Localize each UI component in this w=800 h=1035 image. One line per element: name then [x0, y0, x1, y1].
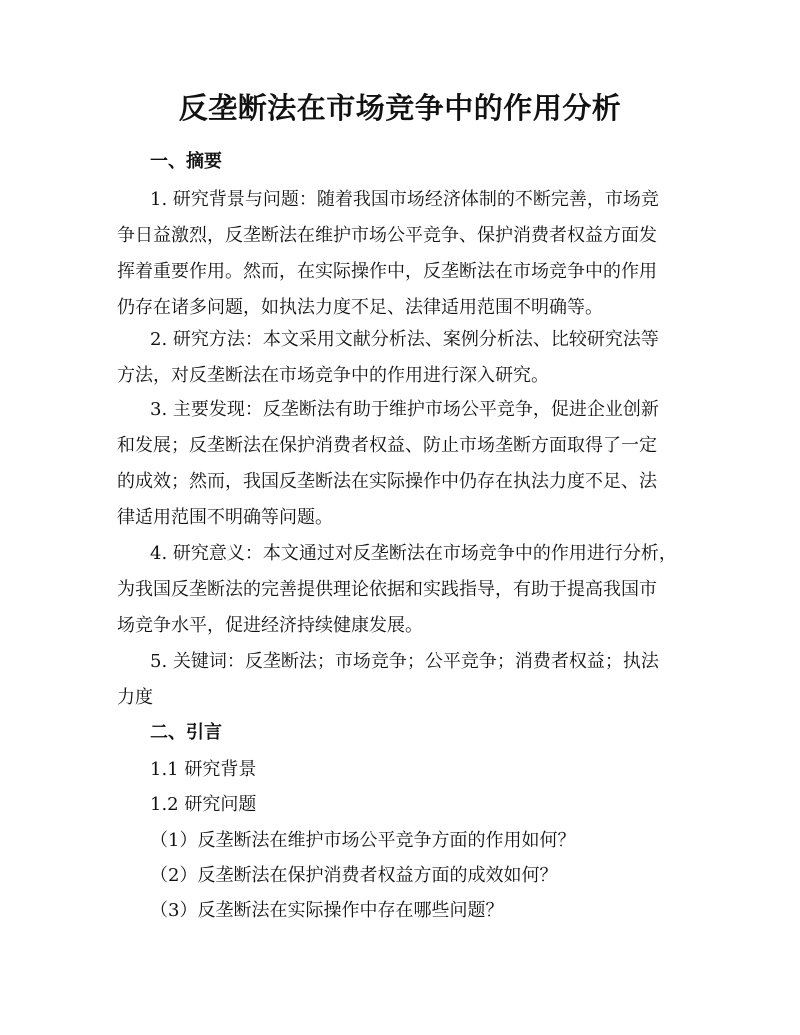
text-line: 为我国反垄断法的完善提供理论依据和实践指导，有助于提高我国市 — [117, 579, 657, 600]
abstract-item-findings — [117, 392, 687, 536]
abstract-item-significance — [117, 536, 687, 644]
research-question-item: （1）反垄断法在维护市场公平竞争方面的作用如何？ — [150, 830, 576, 851]
text-line: 5. 关键词：反垄断法；市场竞争；公平竞争；消费者权益；执法 — [150, 651, 659, 672]
text-line: 3. 主要发现：反垄断法有助于维护市场公平竞争，促进企业创新 — [150, 399, 659, 420]
subsection-questions: 1.2 研究问题 — [150, 794, 257, 815]
abstract-item-keywords — [117, 644, 687, 716]
text-line: 4. 研究意义：本文通过对反垄断法在市场竞争中的作用进行分析， — [150, 543, 677, 564]
section-heading-abstract: 一、摘要 — [150, 151, 222, 172]
research-question-item: （2）反垄断法在保护消费者权益方面的成效如何？ — [150, 865, 558, 886]
research-question-item: （3）反垄断法在实际操作中存在哪些问题？ — [150, 900, 504, 921]
document-title: 反垄断法在市场竞争中的作用分析 — [178, 91, 622, 125]
text-line: 仍存在诸多问题，如执法力度不足、法律适用范围不明确等。 — [117, 297, 603, 318]
text-line: 场竞争水平，促进经济持续健康发展。 — [117, 615, 423, 636]
text-line: 的成效；然而，我国反垄断法在实际操作中仍存在执法力度不足、法 — [117, 471, 657, 492]
text-line: 1. 研究背景与问题：随着我国市场经济体制的不断完善，市场竞 — [150, 189, 659, 210]
text-line: 争日益激烈，反垄断法在维护市场公平竞争、保护消费者权益方面发 — [117, 225, 657, 246]
text-line: 力度 — [117, 687, 153, 708]
text-line: 挥着重要作用。然而，在实际操作中，反垄断法在市场竞争中的作用 — [117, 261, 657, 282]
section-heading-intro: 二、引言 — [150, 722, 222, 743]
text-line: 2. 研究方法：本文采用文献分析法、案例分析法、比较研究法等 — [150, 329, 659, 350]
text-line: 方法，对反垄断法在市场竞争中的作用进行深入研究。 — [117, 365, 549, 386]
abstract-item-background — [117, 182, 687, 326]
subsection-background: 1.1 研究背景 — [150, 759, 257, 780]
text-line: 和发展；反垄断法在保护消费者权益、防止市场垄断方面取得了一定 — [117, 435, 657, 456]
abstract-item-method — [117, 322, 687, 394]
text-line: 律适用范围不明确等问题。 — [117, 507, 333, 528]
